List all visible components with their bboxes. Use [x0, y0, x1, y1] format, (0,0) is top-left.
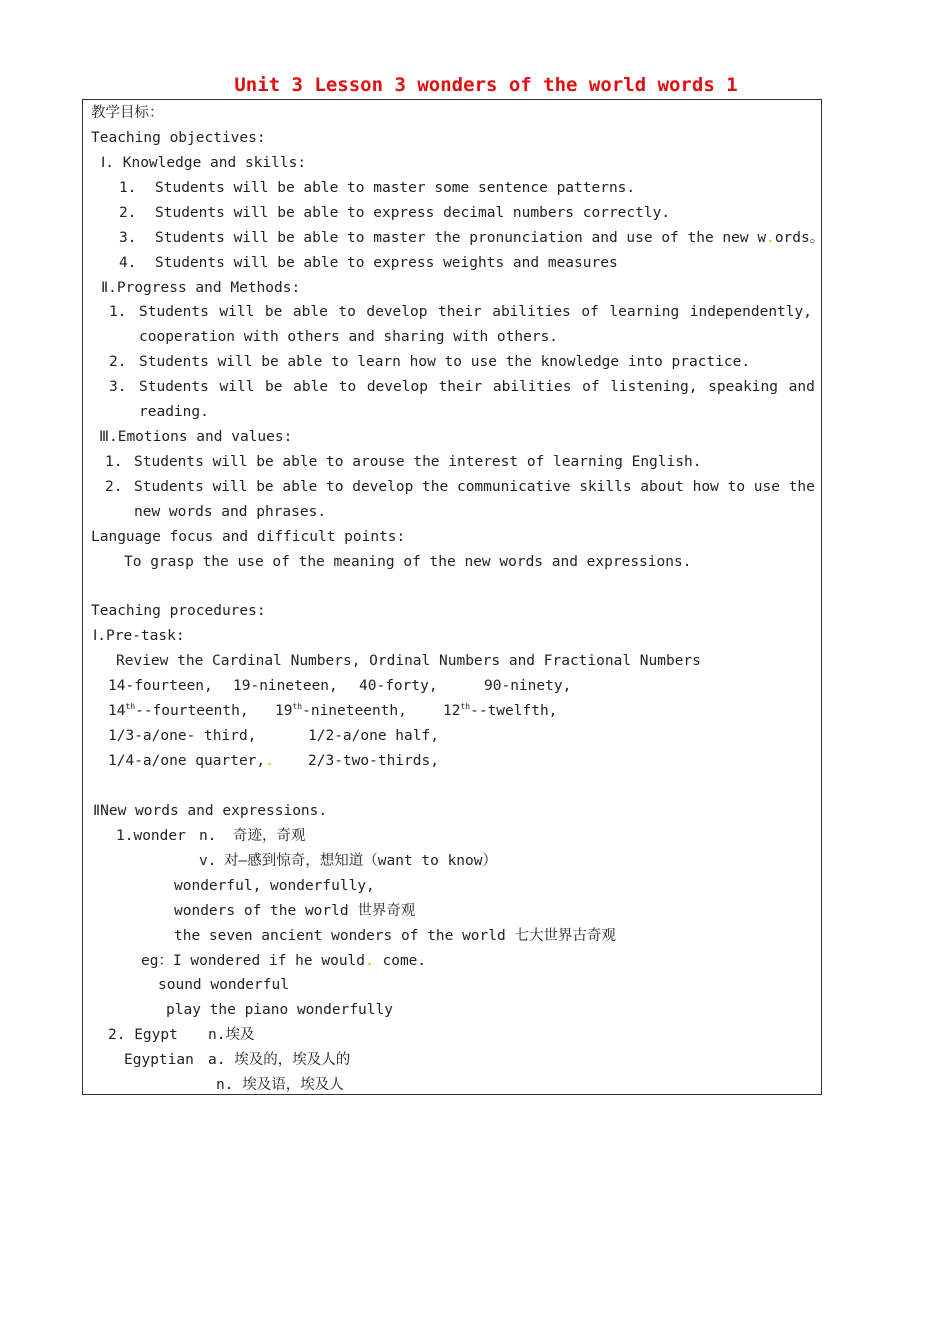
dot-mark: . [365, 953, 374, 969]
word: the [788, 479, 815, 495]
word: speaking [708, 379, 778, 395]
word: be [265, 379, 283, 395]
word-definition: n.埃及 [208, 1027, 255, 1043]
knowledge-item-text: Students will be able to master some sentence patterns. [155, 180, 636, 196]
word: able [292, 304, 328, 320]
progress-item-1-line-1 [139, 302, 812, 322]
word: be [264, 304, 283, 320]
knowledge-item-num: 2. [119, 205, 137, 221]
word: develop [366, 304, 428, 320]
word: their [438, 304, 482, 320]
ordinal-digits: 19 [275, 703, 293, 719]
word: Students [134, 479, 204, 495]
progress-item-num: 1. [109, 304, 127, 320]
progress-item-2: Students will be able to learn how to use the knowledge into practice. [139, 354, 751, 370]
dot-mark: . [766, 230, 775, 246]
word: to [326, 479, 344, 495]
emotions-item-2-line-1 [134, 477, 815, 497]
word: their [438, 379, 483, 395]
word: abilities [492, 379, 572, 395]
emotions-item-num: 1. [105, 454, 123, 470]
knowledge-item-text: Students will be able to express decimal numbers correctly. [155, 205, 671, 221]
ordinal-word: --twelfth, [470, 703, 558, 719]
knowledge-item-num: 4. [119, 255, 137, 271]
word: learning [609, 304, 680, 320]
knowledge-item-text: Students will be able to express weights and measures [155, 255, 618, 271]
word: communicative [456, 479, 571, 495]
pretask-label: Ⅰ.Pre-task: [93, 628, 185, 644]
ordinal-suffix: th [125, 702, 136, 711]
emotions-label: Ⅲ.Emotions and values: [99, 429, 293, 445]
word: how [692, 479, 719, 495]
word: skills [579, 479, 632, 495]
word: will [219, 304, 255, 320]
word: listening, [610, 379, 698, 395]
word: develop [366, 379, 428, 395]
objectives-heading-cn: 教学目标： [91, 105, 164, 121]
ordinal-number [108, 701, 249, 721]
text-segment: ords。 [774, 230, 825, 246]
ordinal-suffix: th [460, 702, 471, 711]
fraction [108, 751, 274, 771]
word-definition: 奇迹，奇观 [233, 828, 306, 844]
cardinal-number: 19-nineteen, [233, 678, 338, 694]
objectives-heading: Teaching objectives: [91, 130, 266, 146]
word-definition: a. 埃及的，埃及人的 [208, 1052, 351, 1068]
word: to [338, 379, 357, 395]
word-head: 1.wonder [116, 828, 186, 844]
word-forms: wonderful, wonderfully, [174, 878, 375, 894]
word: able [293, 379, 329, 395]
word: about [640, 479, 684, 495]
text-segment: come. [373, 953, 427, 969]
word: to [338, 304, 356, 320]
review-text: Review the Cardinal Numbers, Ordinal Numbers and Fractional Numbers [116, 653, 701, 669]
phrase: the seven ancient wonders of the world 七大世界古奇观 [174, 928, 616, 944]
cardinal-number: 90-ninety, [484, 678, 572, 694]
word: of [582, 379, 600, 395]
word: to [727, 479, 746, 495]
phrase: sound wonderful [158, 977, 289, 993]
ordinal-word: -nineteenth, [302, 703, 407, 719]
knowledge-item-num: 1. [119, 180, 137, 196]
word: and [788, 379, 815, 395]
example-sentence [141, 951, 426, 971]
ordinal-suffix: th [292, 702, 303, 711]
word: use [753, 479, 780, 495]
word-form: Egyptian [124, 1052, 194, 1068]
word-definition: n. 埃及语，埃及人 [216, 1077, 344, 1093]
cardinal-number: 40-forty, [359, 678, 438, 694]
ordinal-digits: 14 [108, 703, 126, 719]
word-head: 2. Egypt [108, 1027, 178, 1043]
word: Students [139, 304, 209, 320]
progress-label: Ⅱ.Progress and Methods: [101, 280, 301, 296]
phrase: wonders of the world 世界奇观 [174, 903, 416, 919]
word: independently, [689, 304, 812, 320]
progress-item-3-line-1 [139, 377, 815, 397]
text-segment: Students will be able to master the pronunciation and use of the new w [155, 230, 767, 246]
cardinal-number: 14-fourteen, [108, 678, 213, 694]
emotions-item-1: Students will be able to arouse the interest of learning English. [134, 454, 702, 470]
fraction: 2/3-two-thirds, [308, 753, 439, 769]
emotions-item-2-line-2: new words and phrases. [134, 504, 327, 520]
word: will [219, 379, 255, 395]
word-pos: n. [199, 828, 217, 844]
progress-item-num: 3. [109, 379, 127, 395]
phrase: play the piano wonderfully [166, 1002, 393, 1018]
fraction: 1/3-a/one- third, [108, 728, 257, 744]
word: develop [352, 479, 414, 495]
ordinal-number [443, 701, 557, 721]
word: abilities [492, 304, 571, 320]
ordinal-number [275, 701, 407, 721]
focus-text: To grasp the use of the meaning of the new words and expressions. [124, 554, 692, 570]
word: Students [139, 379, 209, 395]
new-words-label: ⅡNew words and expressions. [93, 803, 328, 819]
emotions-item-num: 2. [105, 479, 123, 495]
fraction-text: 1/4-a/one quarter, [108, 753, 266, 769]
knowledge-item-text [155, 228, 824, 248]
knowledge-label: Ⅰ. Knowledge and skills: [101, 155, 307, 171]
ordinal-digits: 12 [443, 703, 461, 719]
word-definition: 对—感到惊奇，想知道（want to know） [224, 853, 497, 869]
focus-label: Language focus and difficult points: [91, 529, 406, 545]
ordinal-word: --fourteenth, [135, 703, 249, 719]
dot-mark: . [265, 753, 274, 769]
document-title: Unit 3 Lesson 3 wonders of the world words 1 [234, 74, 738, 96]
word-pos: v. [199, 853, 217, 869]
text-segment: eg：I wondered if he would [141, 953, 366, 969]
word: will [212, 479, 248, 495]
fraction: 1/2-a/one half, [308, 728, 439, 744]
word: be [256, 479, 274, 495]
word: able [282, 479, 318, 495]
knowledge-item-num: 3. [119, 230, 137, 246]
progress-item-num: 2. [109, 354, 127, 370]
progress-item-1-line-2: cooperation with others and sharing with others. [139, 329, 559, 345]
progress-item-3-line-2: reading. [139, 404, 209, 420]
word: of [581, 304, 599, 320]
procedures-heading: Teaching procedures: [91, 603, 266, 619]
word: the [422, 479, 449, 495]
